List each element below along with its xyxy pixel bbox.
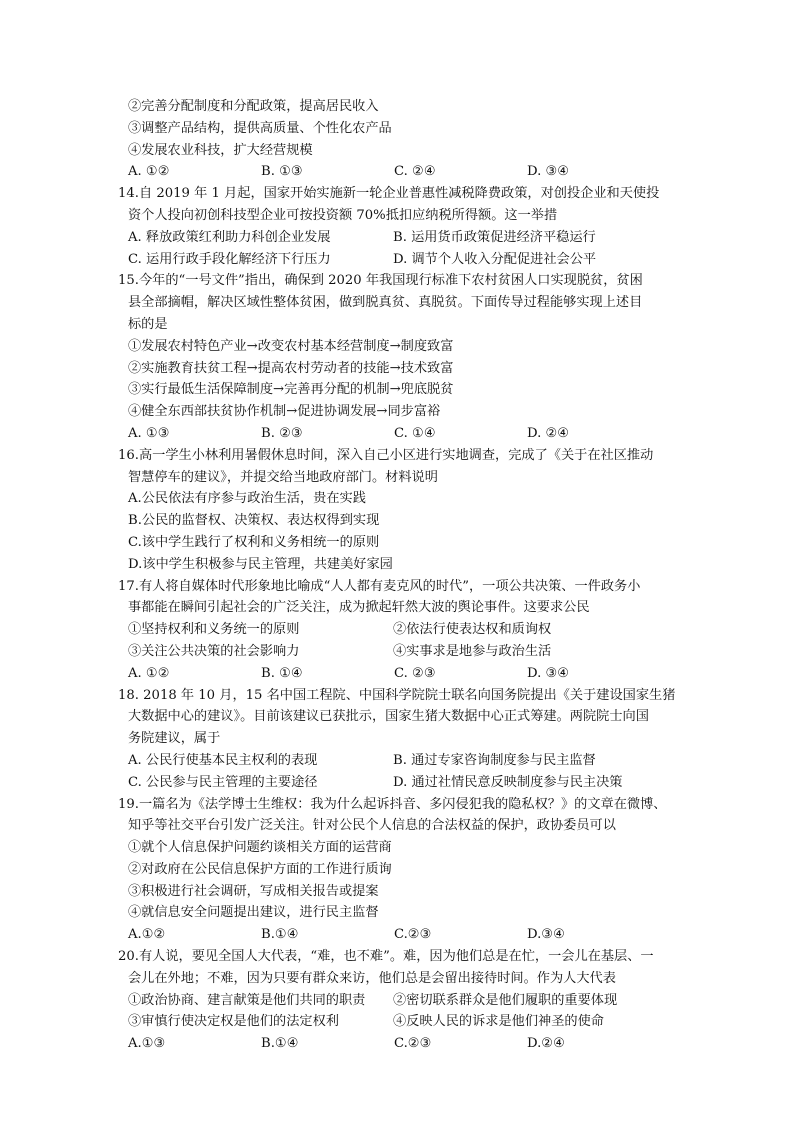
option-c: C.②③ bbox=[394, 927, 432, 943]
question-stem-line: 县全部摘帽，解决区域性整体贫困，做到脱真贫、真脱贫。下面传导过程能够实现上述目 bbox=[128, 295, 643, 311]
answer-options bbox=[118, 924, 678, 946]
choice-items-row bbox=[118, 1011, 678, 1033]
question-20 bbox=[118, 946, 678, 1055]
option-b: B. 通过专家咨询制度参与民主监督 bbox=[393, 752, 596, 768]
choice-item: ④反映人民的诉求是他们神圣的使命 bbox=[393, 1014, 604, 1030]
option-c: C.②③ bbox=[394, 1036, 432, 1052]
answer-options-row bbox=[118, 227, 678, 249]
question-stem-line: 19.一篇名为《法学博士生维权：我为什么起诉抖音、多闪侵犯我的隐私权？》的文章在微博、 bbox=[118, 796, 667, 812]
option-a: A. 释放政策红利助力科创企业发展 bbox=[128, 229, 331, 245]
option-a: A.①② bbox=[128, 927, 166, 943]
question-stem-line: 14.自 2019 年 1 月起，国家开始实施新一轮企业普惠性减税降费政策，对创投企业和天使投 bbox=[118, 186, 660, 202]
choice-item: ②完善分配制度和分配政策，提高居民收入 bbox=[128, 99, 379, 114]
option-b: B.①④ bbox=[261, 1036, 299, 1052]
question-14 bbox=[118, 183, 678, 270]
question-stem-line: 资个人投向初创科技型企业可按投资额 70%抵扣应纳税所得额。这一举措 bbox=[128, 207, 558, 223]
choice-item: ①就个人信息保护问题约谈相关方面的运营商 bbox=[128, 840, 392, 856]
question-17 bbox=[118, 576, 678, 685]
choice-items-row bbox=[118, 641, 678, 663]
option-c: C. ②④ bbox=[394, 164, 436, 180]
question-13-tail bbox=[118, 96, 678, 183]
option-d: D. 通过社情民意反映制度参与民主决策 bbox=[393, 774, 623, 790]
choice-item: ②实施教育扶贫工程→提高农村劳动者的技能→技术致富 bbox=[128, 360, 454, 376]
option-c: C. ①④ bbox=[394, 425, 436, 441]
question-stem-line: 事都能在瞬间引起社会的广泛关注，成为掀起轩然大波的舆论事件。这要求公民 bbox=[128, 600, 590, 616]
option-b: B.①④ bbox=[261, 927, 299, 943]
question-18 bbox=[118, 685, 678, 794]
choice-item: ③调整产品结构，提供高质量、个性化农产品 bbox=[128, 120, 392, 136]
option-d: D. ③④ bbox=[527, 164, 570, 180]
option-b: B. ①④ bbox=[261, 665, 303, 681]
question-19 bbox=[118, 794, 678, 947]
option-a: A. ①② bbox=[128, 164, 170, 180]
answer-options bbox=[118, 663, 678, 685]
option-c: C. ②③ bbox=[394, 665, 436, 681]
answer-options bbox=[118, 423, 678, 445]
question-stem-line: 会儿在外地；不难，因为只要有群众来访，他们总是会留出接待时间。作为人大代表 bbox=[128, 970, 616, 986]
option-a: A. ①② bbox=[128, 665, 170, 681]
choice-items-row bbox=[118, 619, 678, 641]
option-b: B.公民的监督权、决策权、表达权得到实现 bbox=[128, 513, 380, 529]
question-stem-line: 17.有人将自媒体时代形象地比喻成“人人都有麦克风的时代”，一项公共决策、一件政务小 bbox=[118, 578, 641, 594]
option-a: A.①③ bbox=[128, 1036, 166, 1052]
question-stem-line: 15.今年的“一号文件”指出，确保到 2020 年我国现行标准下农村贫困人口实现脱贫，贫困 bbox=[118, 273, 643, 289]
exam-content bbox=[118, 96, 678, 1055]
option-b: B. ①③ bbox=[261, 164, 303, 180]
option-d: D.③④ bbox=[527, 927, 565, 943]
question-stem-line: 16.高一学生小林利用暑假休息时间，深入自己小区进行实地调查，完成了《关于在社区推动 bbox=[118, 447, 654, 463]
choice-item: ④实事求是地参与政治生活 bbox=[393, 643, 552, 659]
question-15 bbox=[118, 270, 678, 444]
question-stem-line: 20.有人说，要见全国人大代表，“难，也不难”。难，因为他们总是在忙，一会儿在基层、一 bbox=[118, 949, 654, 965]
option-b: B. 运用货币政策促进经济平稳运行 bbox=[393, 229, 596, 245]
option-d: D. ②④ bbox=[527, 425, 570, 441]
choice-item: ①政治协商、建言献策是他们共同的职责 bbox=[128, 992, 366, 1008]
answer-options-row bbox=[118, 750, 678, 772]
choice-item: ②密切联系群众是他们履职的重要体现 bbox=[393, 992, 618, 1008]
answer-options bbox=[118, 1033, 678, 1055]
choice-items-row bbox=[118, 990, 678, 1012]
choice-item: ④发展农业科技，扩大经营规模 bbox=[128, 142, 313, 158]
option-d: D. ③④ bbox=[527, 665, 570, 681]
option-c: C.该中学生践行了权利和义务相统一的原则 bbox=[128, 534, 380, 550]
option-b: B. ②③ bbox=[261, 425, 303, 441]
question-stem-line: 务院建议，属于 bbox=[128, 731, 221, 747]
question-stem-line: 智慧停车的建议》，并提交给当地政府部门。材料说明 bbox=[128, 469, 438, 485]
answer-options-row bbox=[118, 249, 678, 271]
question-stem-line: 18. 2018 年 10 月，15 名中国工程院、中国科学院院士联名向国务院提出《关于建设国家生猪 bbox=[118, 687, 676, 703]
choice-item: ①坚持权利和义务统一的原则 bbox=[128, 622, 300, 638]
answer-options bbox=[118, 161, 678, 183]
option-a: A. 公民行使基本民主权利的表现 bbox=[128, 752, 318, 768]
option-d: D.②④ bbox=[527, 1036, 565, 1052]
choice-item: ③关注公共决策的社会影响力 bbox=[128, 643, 300, 659]
option-d: D. 调节个人收入分配促进社会公平 bbox=[393, 251, 597, 267]
choice-item: ③积极进行社会调研，写成相关报告或提案 bbox=[128, 883, 379, 899]
question-stem-line: 标的是 bbox=[128, 316, 168, 332]
choice-item: ③实行最低生活保障制度→完善再分配的机制→兜底脱贫 bbox=[128, 382, 454, 398]
option-c: C. 公民参与民主管理的主要途径 bbox=[128, 774, 318, 790]
option-a: A. ①③ bbox=[128, 425, 170, 441]
choice-item: ④就信息安全问题提出建议，进行民主监督 bbox=[128, 905, 379, 921]
choice-item: ④健全东西部扶贫协作机制→促进协调发展→同步富裕 bbox=[128, 404, 441, 420]
option-a: A.公民依法有序参与政治生活，贵在实践 bbox=[128, 491, 366, 507]
question-stem-line: 知乎等社交平台引发广泛关注。针对公民个人信息的合法权益的保护，政协委员可以 bbox=[128, 818, 616, 834]
choice-item: ③审慎行使决定权是他们的法定权利 bbox=[128, 1014, 339, 1030]
option-c: C. 运用行政手段化解经济下行压力 bbox=[128, 251, 331, 267]
answer-options-row bbox=[118, 772, 678, 794]
question-stem-line: 大数据中心的建议》。目前该建议已获批示，国家生猪大数据中心正式筹建。两院院士向国 bbox=[128, 709, 649, 725]
option-d: D.该中学生积极参与民主管理，共建美好家园 bbox=[128, 556, 393, 572]
choice-item: ②依法行使表达权和质询权 bbox=[393, 622, 552, 638]
choice-item: ②对政府在公民信息保护方面的工作进行质询 bbox=[128, 861, 392, 877]
choice-item: ①发展农村特色产业→改变农村基本经营制度→制度致富 bbox=[128, 338, 454, 354]
question-16 bbox=[118, 445, 678, 576]
